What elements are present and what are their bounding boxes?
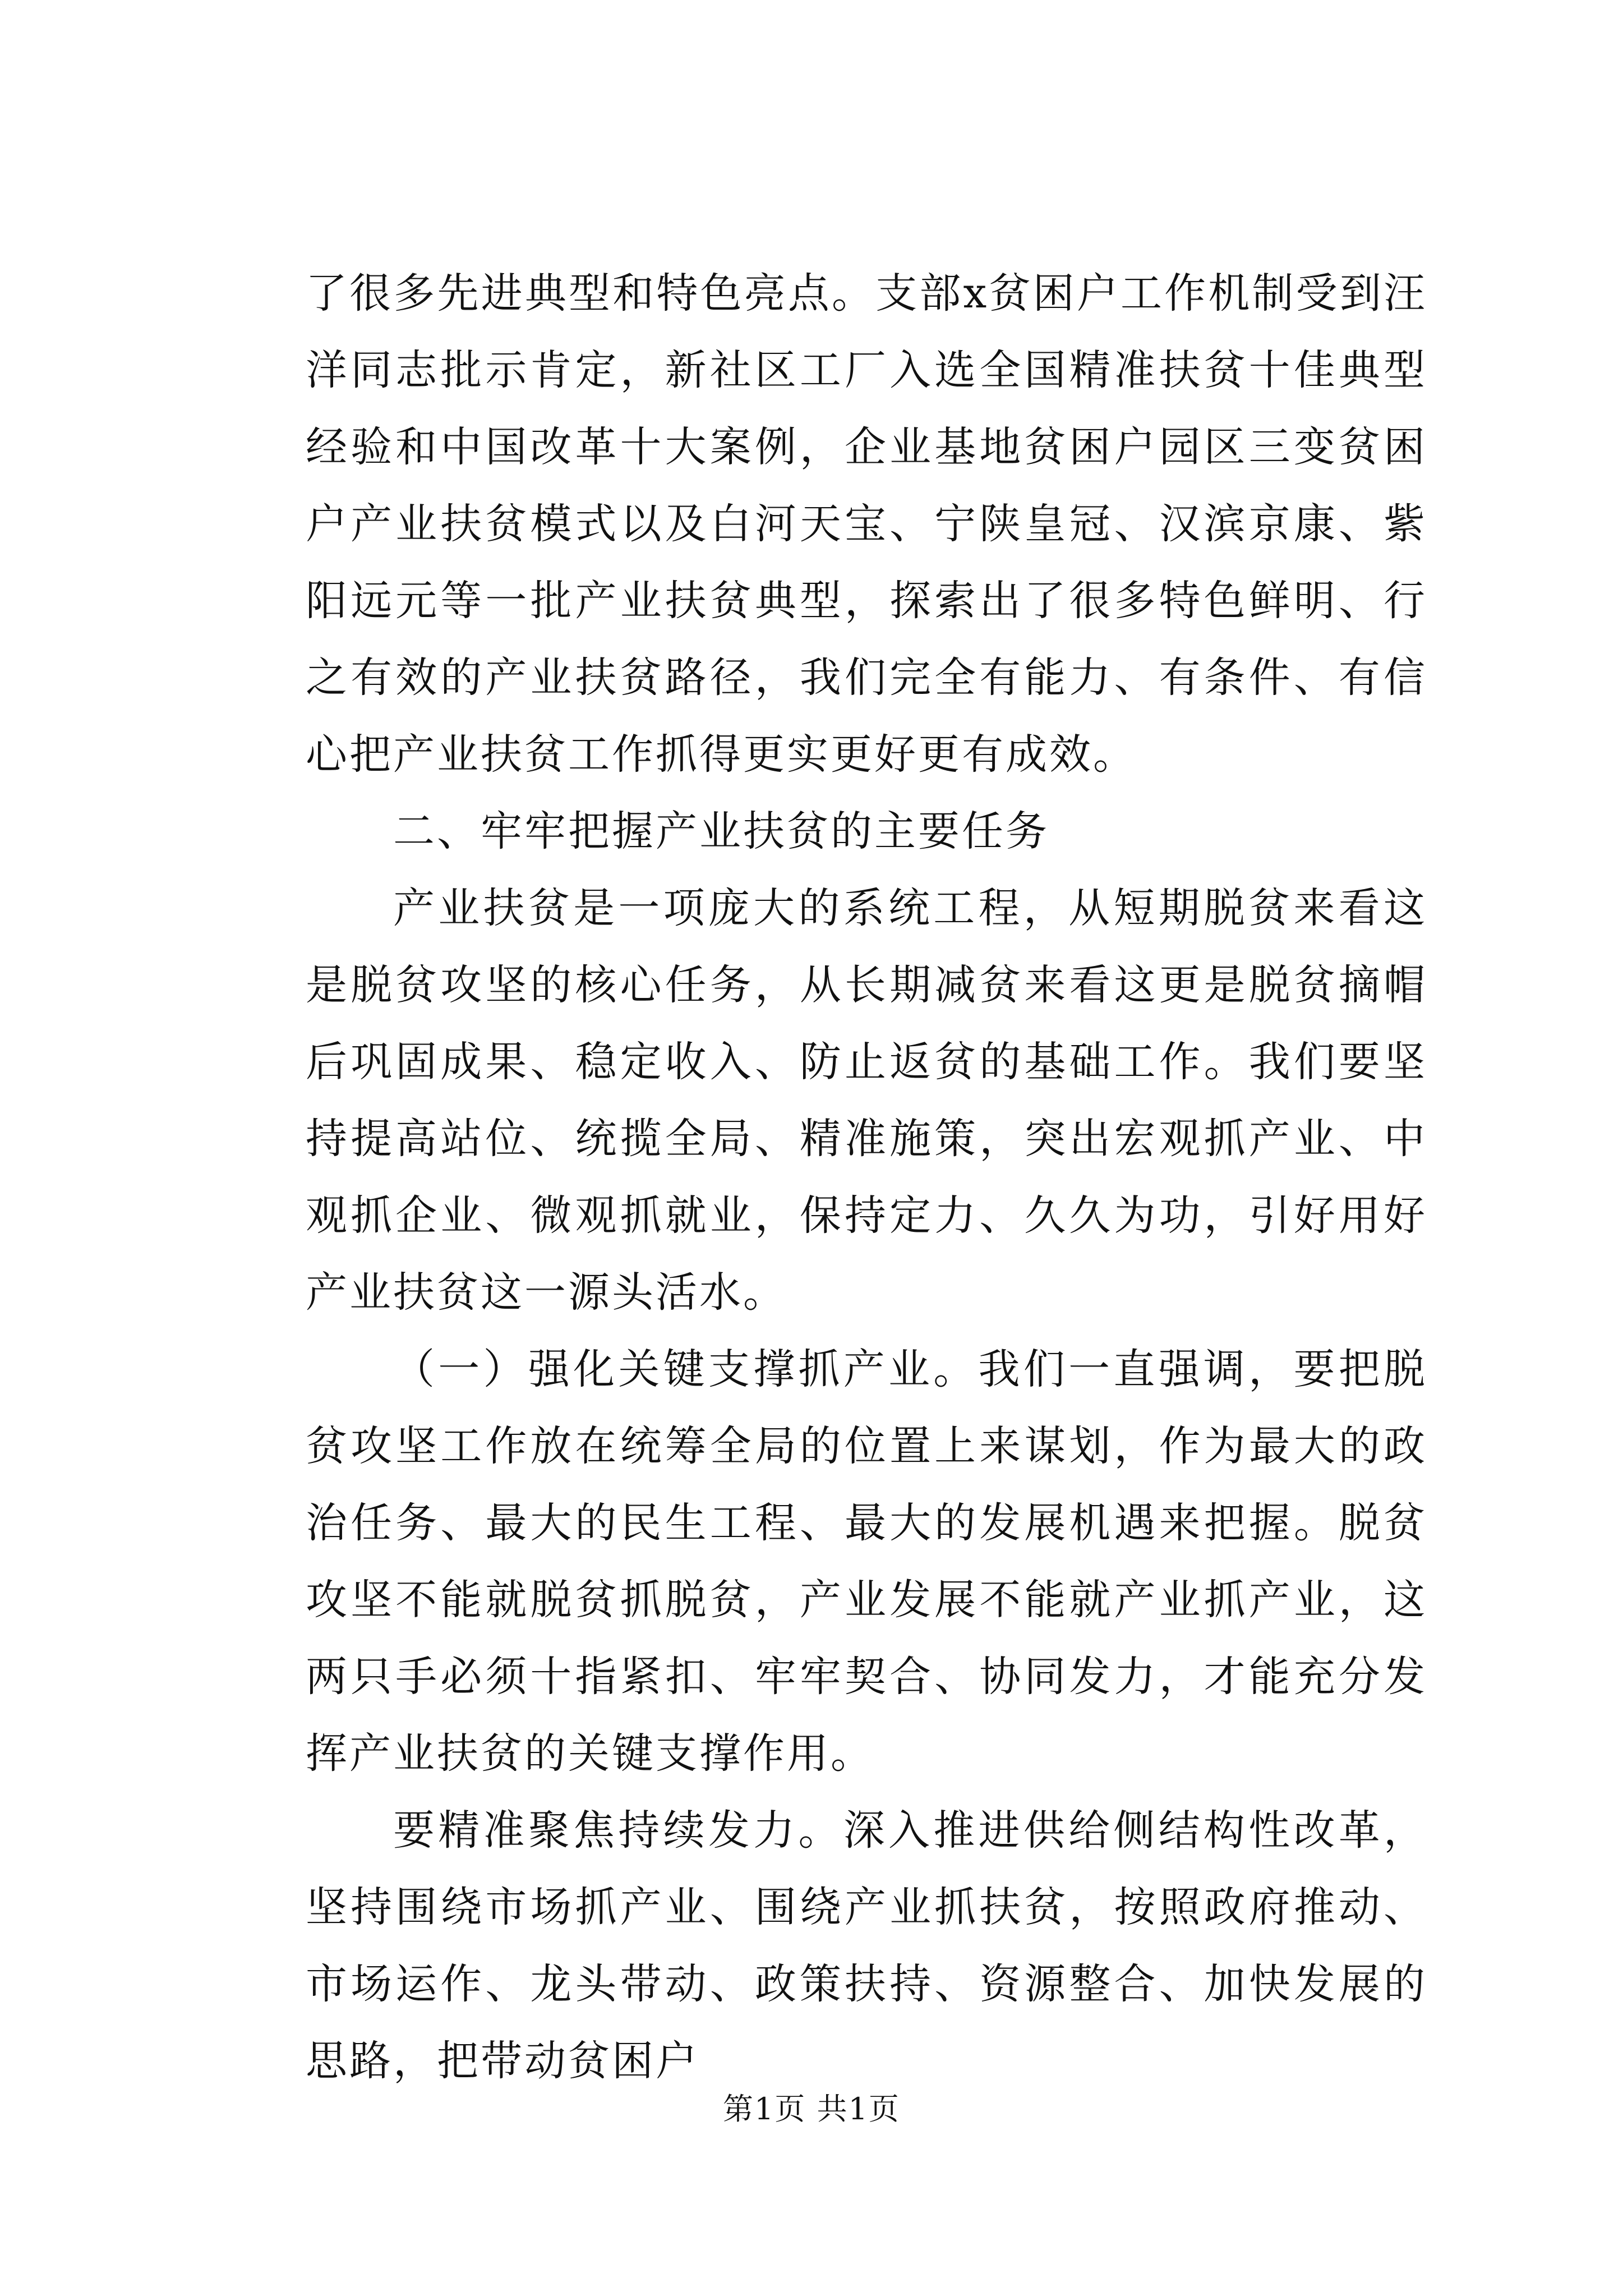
paragraph-subsection-one: （一）强化关键支撑抓产业。我们一直强调，要把脱贫攻坚工作放在统筹全局的位置上来谋划，作为最大的政治任务、最大的民生工程、最大的发展机遇来把握。脱贫攻坚不能就脱贫抓脱贫，产业发展不能就产业抓产业，这两只手必须十指紧扣、牢牢契合、协同发力，才能充分发挥产业扶贫的关键支撑作用。: [306, 1345, 1427, 1778]
document-body: [306, 255, 1427, 2100]
paragraph-precise-focus: 要精准聚焦持续发力。深入推进供给侧结构性改革，坚持围绕市场抓产业、围绕产业抓扶贫，按照政府推动、市场运作、龙头带动、政策扶持、资源整合、加快发展的思路，把带动贫困户: [306, 1806, 1427, 2085]
paragraph-task-overview: 产业扶贫是一项庞大的系统工程，从短期脱贫来看这是脱贫攻坚的核心任务，从长期减贫来看这更是脱贫摘帽后巩固成果、稳定收入、防止返贫的基础工作。我们要坚持提高站位、统揽全局、精准施策，突出宏观抓产业、中观抓企业、微观抓就业，保持定力、久久为功，引好用好产业扶贫这一源头活水。: [306, 884, 1427, 1317]
section-heading: 二、牢牢把握产业扶贫的主要任务: [393, 807, 1049, 855]
page-footer: 第1页 共1页: [723, 2091, 900, 2127]
paragraph-continuation: 了很多先进典型和特色亮点。支部x贫困户工作机制受到汪洋同志批示肯定，新社区工厂入选全国精准扶贫十佳典型经验和中国改革十大案例，企业基地贫困户园区三变贫困户产业扶贫模式以及白河天宝、宁陕皇冠、汉滨京康、紫阳远元等一批产业扶贫典型，探索出了很多特色鲜明、行之有效的产业扶贫路径，我们完全有能力、有条件、有信心把产业扶贫工作抓得更实更好更有成效。: [306, 269, 1427, 779]
